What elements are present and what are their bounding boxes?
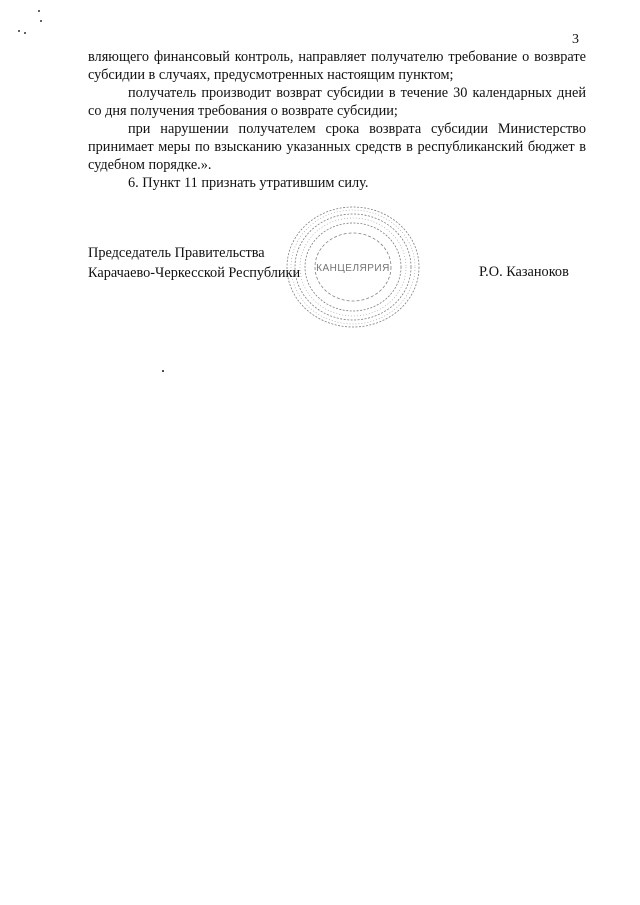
signatory-position-line2: Карачаево-Черкесской Республики	[88, 265, 301, 281]
paragraph-refund-term: получатель производит возврат субсидии в течение 30 календарных дней со дня получения требования о возврате субсидии;	[88, 85, 586, 119]
page-number: 3	[572, 32, 579, 47]
scan-speck	[40, 20, 42, 22]
signatory-position-line1: Председатель Правительства	[88, 245, 265, 261]
paragraph-continuation: вляющего финансовый контроль, направляет получателю требование о возврате субсидии в случаях, предусмотренных настоящим пунктом;	[88, 49, 586, 83]
paragraph-ministry-measures: при нарушении получателем срока возврата субсидии Министерство принимает меры по взысканию указанных средств в республиканский бюджет в судебном порядке.».	[88, 121, 586, 173]
signatory-name: Р.О. Казаноков	[479, 264, 569, 280]
scan-speck	[162, 370, 164, 372]
scan-speck	[24, 32, 26, 34]
document-body	[88, 48, 586, 192]
seal-center-text: КАНЦЕЛЯРИЯ	[316, 263, 390, 274]
paragraph-item-11: 6. Пункт 11 признать утратившим силу.	[128, 175, 369, 191]
scan-speck	[38, 10, 40, 12]
scan-speck	[18, 30, 20, 32]
